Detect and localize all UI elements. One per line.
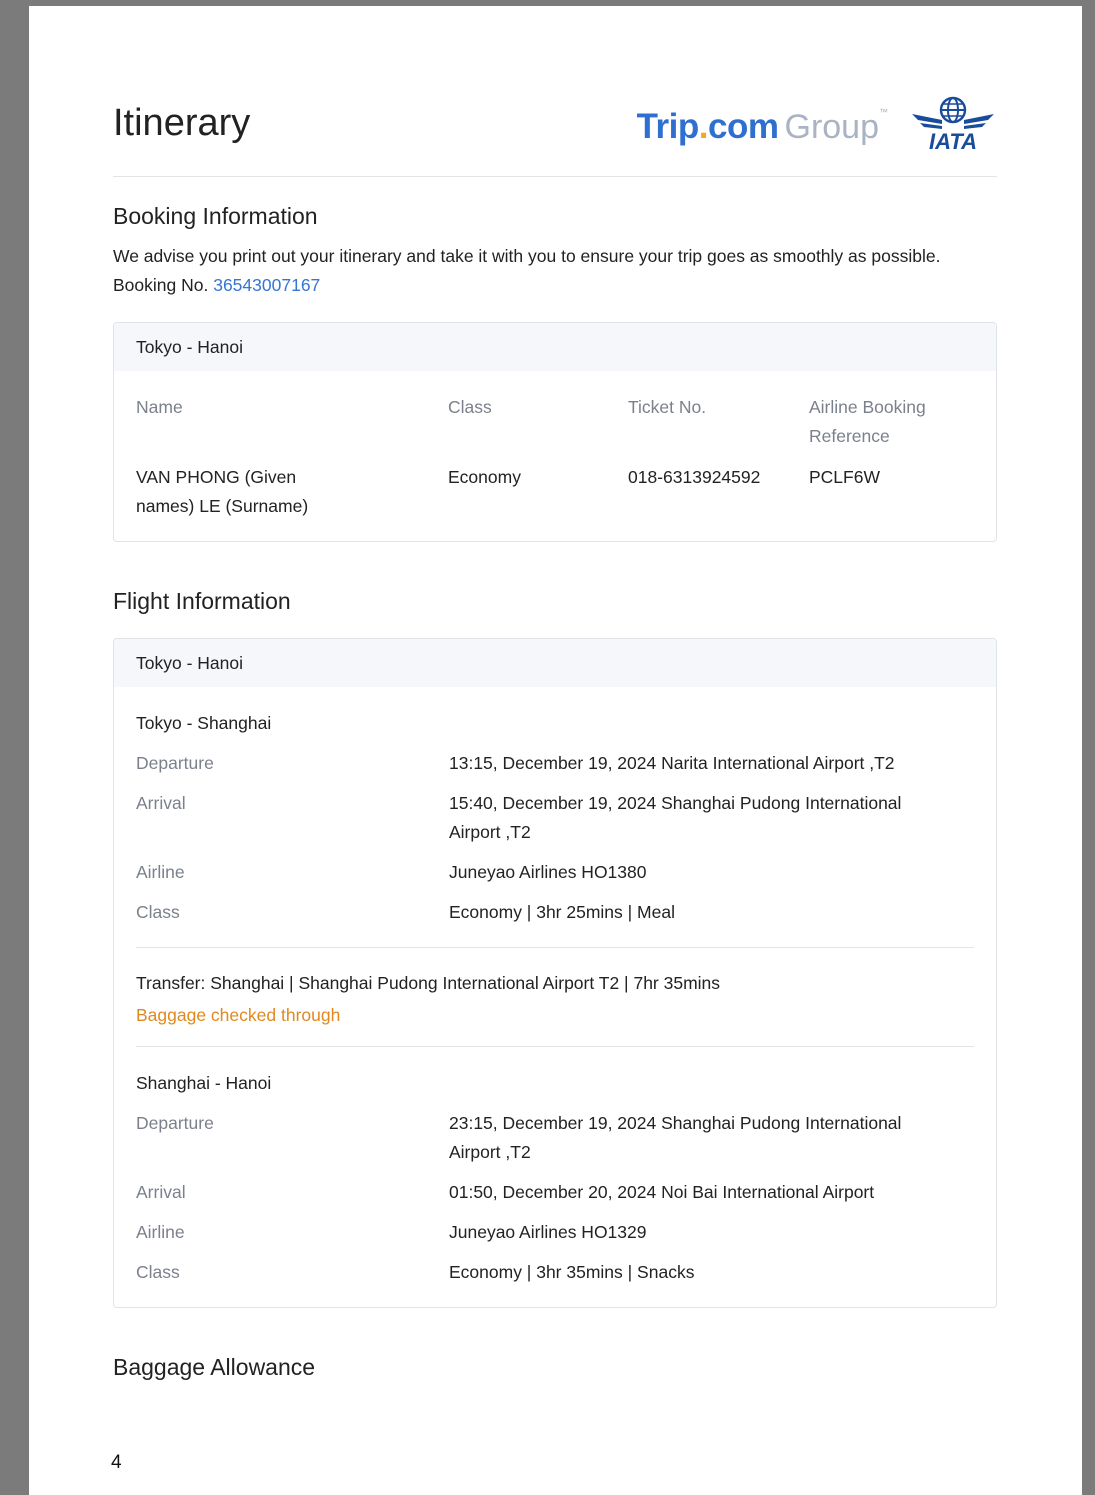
- svg-text:IATA: IATA: [928, 129, 978, 152]
- booking-card-route: Tokyo - Hanoi: [114, 323, 996, 371]
- page-number: 4: [111, 1452, 122, 1473]
- flight-info-heading: Flight Information: [113, 588, 291, 614]
- col-name-header: Name: [136, 397, 183, 417]
- segment-1-title: Tokyo - Shanghai: [136, 713, 272, 733]
- segment-1-departure: 13:15, December 19, 2024 Narita International Airport ,T2: [449, 753, 895, 773]
- segment-1-departure-label: Departure: [136, 753, 214, 773]
- col-pnr-header: Airline Booking Reference: [809, 397, 926, 446]
- flight-card-route: Tokyo - Hanoi: [114, 639, 996, 687]
- booking-number-link[interactable]: 36543007167: [213, 275, 321, 295]
- transfer-info: Transfer: Shanghai | Shanghai Pudong International Airport T2 | 7hr 35mins: [136, 973, 721, 993]
- passenger-class: Economy: [448, 467, 521, 487]
- booking-card: [113, 322, 997, 542]
- passenger-name: VAN PHONG (Given names) LE (Surname): [136, 467, 309, 516]
- segment-1-airline-label: Airline: [136, 862, 185, 882]
- baggage-checked-through: Baggage checked through: [136, 1005, 341, 1025]
- itinerary-page: [29, 6, 1082, 1495]
- iata-logo: [910, 96, 996, 157]
- booking-number-line: [113, 275, 320, 296]
- airline-booking-reference: PCLF6W: [809, 467, 880, 487]
- page-title: Itinerary: [113, 102, 251, 144]
- segment-1-arrival: 15:40, December 19, 2024 Shanghai Pudong International Airport ,T2: [449, 793, 902, 842]
- segment-2-departure: 23:15, December 19, 2024 Shanghai Pudong International Airport ,T2: [449, 1113, 902, 1162]
- segment-1-class: Economy | 3hr 25mins | Meal: [449, 902, 675, 922]
- booking-number-label: Booking No.: [113, 275, 209, 295]
- segment-2-class-label: Class: [136, 1262, 180, 1282]
- header-logos: [637, 96, 996, 157]
- booking-advice: We advise you print out your itinerary and take it with you to ensure your trip goes as smoothly as possible.: [113, 246, 941, 266]
- segment-1-airline: Juneyao Airlines HO1380: [449, 862, 647, 882]
- flight-card: [113, 638, 997, 1308]
- header-divider: [113, 176, 997, 177]
- booking-info-heading: Booking Information: [113, 203, 318, 229]
- col-class-header: Class: [448, 397, 492, 417]
- segment-2-airline: Juneyao Airlines HO1329: [449, 1222, 647, 1242]
- segment-1-class-label: Class: [136, 902, 180, 922]
- segment-divider-2: [136, 1046, 974, 1047]
- segment-2-departure-label: Departure: [136, 1113, 214, 1133]
- ticket-number: 018-6313924592: [628, 467, 761, 487]
- baggage-allowance-heading: Baggage Allowance: [113, 1354, 316, 1380]
- segment-2-class: Economy | 3hr 35mins | Snacks: [449, 1262, 695, 1282]
- col-ticket-header: Ticket No.: [628, 397, 707, 417]
- segment-2-airline-label: Airline: [136, 1222, 185, 1242]
- segment-divider-1: [136, 947, 974, 948]
- segment-1-arrival-label: Arrival: [136, 793, 186, 813]
- segment-2-title: Shanghai - Hanoi: [136, 1073, 272, 1093]
- segment-2-arrival: 01:50, December 20, 2024 Noi Bai International Airport: [449, 1182, 875, 1202]
- trip-com-group-logo: Trip.com Group™: [636, 106, 888, 146]
- segment-2-arrival-label: Arrival: [136, 1182, 186, 1202]
